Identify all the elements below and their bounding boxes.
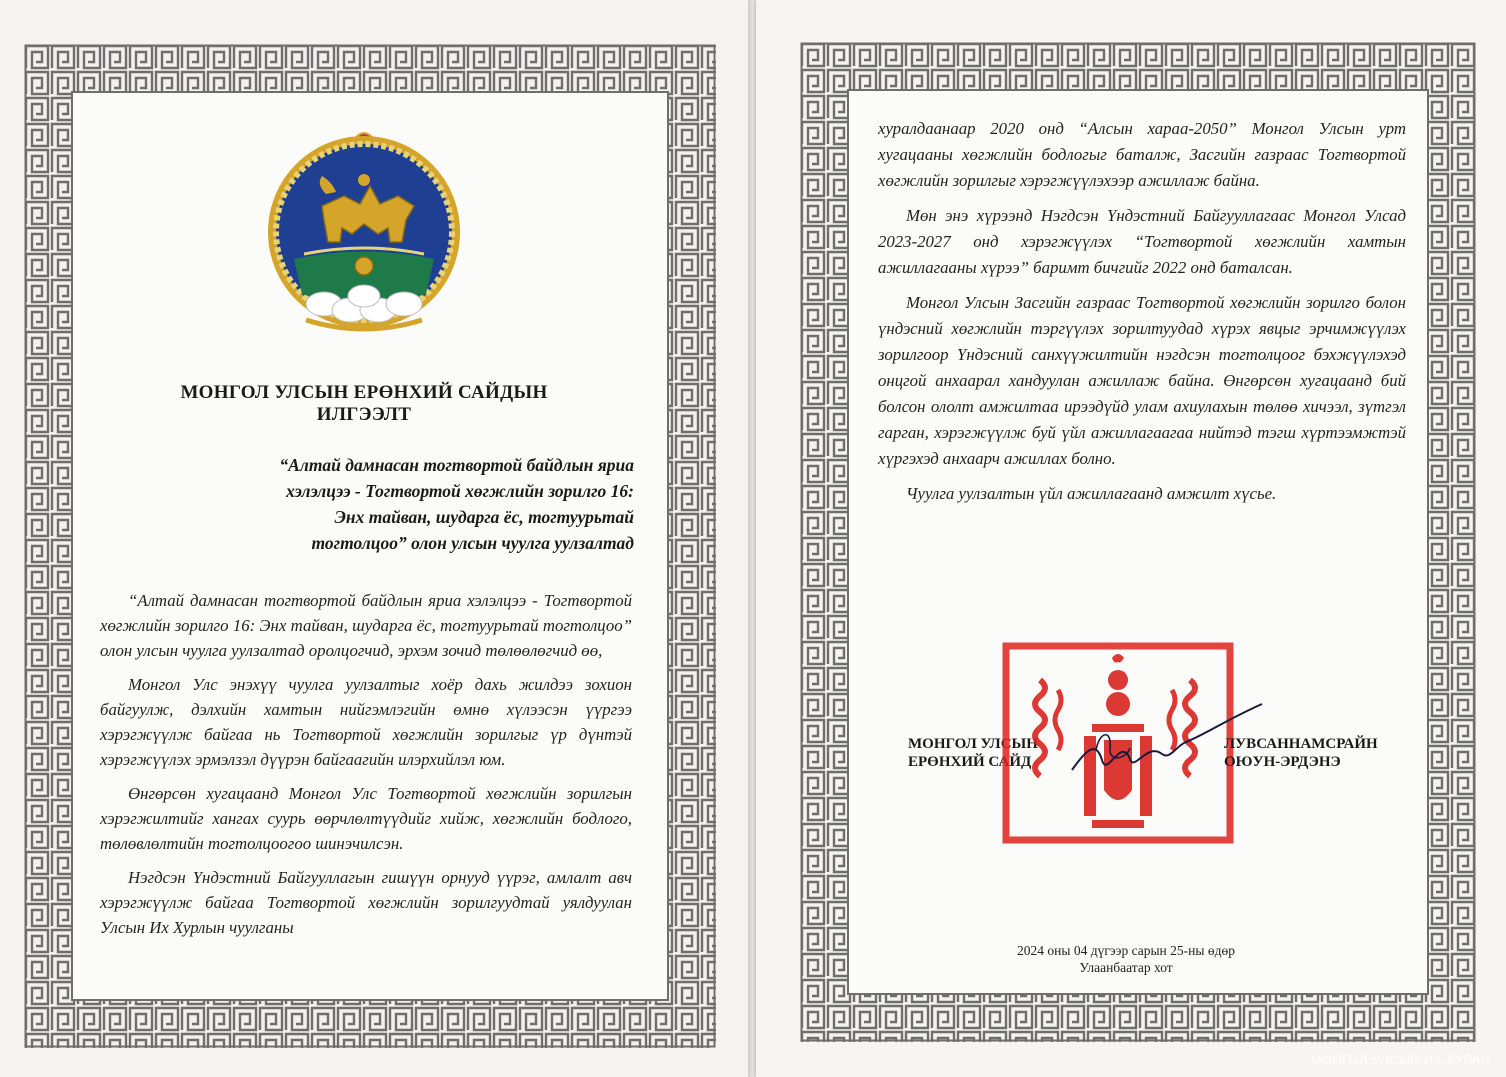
subtitle-line: хэлэлцээ - Тогтвортой хөгжлийн зорилго 16:: [286, 481, 634, 501]
subtitle-line: Энх тайван, шударга ёс, тогтуурьтай: [334, 507, 634, 527]
left-page: [0, 0, 752, 1077]
left-body-text: [100, 588, 632, 949]
title-line-2: ИЛГЭЭЛТ: [316, 404, 412, 425]
date-place: [976, 942, 1276, 976]
paragraph: Монгол Улсын Засгийн газраас Тогтвортой хөгжлийн зорилго болон үндэсний хөгжлийн тэргүүлэх зорилтуудад хүрэх явцыг эрчимжүүлэх зорилгоор Үндэсний санхүүжилтийн нэгдсэн тогтолцоог бэхжүүлэхэд онцгой анхаарал хандуулан ажиллаж байна. Өнгөрсөн хугацаанд бий болсон ололт амжилтаа ирээдүйд улам ахиулахын төлөө хичээл, зүтгэл гарган, хэрэгжүүлж буй үйл ажиллагаагаа нийтэд тэгш хүртээмжтэй хүргэхэд анхаарч ажиллах болно.: [878, 293, 1406, 468]
paragraph: Өнгөрсөн хугацаанд Монгол Улс Тогтвортой хөгжлийн зорилгын хэрэгжилтийг хангах суурь өөрчлөлтүүдийг хийж, хөгжлийн бодлого, төлөвлөлтийн тогтолцоогоо шинэчилсэн.: [100, 784, 632, 853]
paragraph: Нэгдсэн Үндэстний Байгууллагын гишүүн орнууд үүрэг, амлалт авч хэрэгжүүлж байгаа Тогтвортой хөгжлийн зорилгуудтай уялдуулан Улсын Их Хурлын чуулганы: [100, 868, 632, 937]
signatory-name-line: ЛУВСАННАМСРАЙН: [1224, 736, 1378, 752]
right-page: [756, 0, 1506, 1077]
paragraph: Мөн энэ хүрээнд Нэгдсэн Үндэстний Байгууллагаас Монгол Улсад 2023-2027 онд хэрэгжүүлэх “Тогтвортой хөгжлийн хамтын ажиллагааны хүрээ” баримт бичгийг 2022 онд баталсан.: [878, 206, 1406, 277]
document-title: [100, 382, 628, 426]
paragraph: Монгол Улс энэхүү чуулга уулзалтыг хоёр дахь жилдээ зохион байгуулж, дэлхийн хамтын нийгэмлэгийн өмнө хүлээсэн үүргээ хэрэгжүүлж байгаа нь Тогтвортой хөгжлийн зорилгыг үр дүнтэй хэрэгжүүлэх эрмэлзэл дүүрэн байгаагийн илэрхийлэл юм.: [100, 675, 632, 769]
event-subtitle: [150, 452, 634, 556]
source-watermark: МОНГОЛ УЛСЫН ИХ ХУРАЛ: [1310, 1052, 1490, 1067]
signatory-name: [1224, 735, 1424, 771]
signatory-name-line: ОЮУН-ЭРДЭНЭ: [1224, 754, 1341, 770]
right-body-text: [878, 116, 1406, 516]
document-place: Улаанбаатар хот: [1079, 960, 1173, 975]
subtitle-line: “Алтай дамнасан тогтвортой байдлын яриа: [279, 455, 634, 475]
title-line-1: МОНГОЛ УЛСЫН ЕРӨНХИЙ САЙДЫН: [180, 382, 548, 403]
subtitle-line: тогтолцоо” олон улсын чуулга уулзалтад: [311, 533, 634, 553]
state-emblem: [266, 124, 462, 334]
signatory-title-line: ЕРӨНХИЙ САЙД: [908, 754, 1032, 770]
signatory-title-line: МОНГОЛ УЛСЫН: [908, 736, 1038, 752]
paragraph: “Алтай дамнасан тогтвортой байдлын яриа хэлэлцээ - Тогтвортой хөгжлийн зорилго 16: Энх тайван, шударга ёс, тогтуурьтай тогтолцоо” олон улсын чуулга уулзалтад оролцогчид, эрхэм зочид төлөөлөгчид өө,: [100, 591, 632, 660]
paragraph: Чуулга уулзалтын үйл ажиллагаанд амжилт хүсье.: [906, 484, 1277, 503]
document-date: 2024 оны 04 дүгээр сарын 25-ны өдөр: [1017, 943, 1235, 958]
paragraph: хуралдаанаар 2020 онд “Алсын хараа-2050” Монгол Улсын урт хугацааны хөгжлийн бодлогыг баталж, Засгийн газраас Тогтвортой хөгжлийн зорилгыг хэрэгжүүлэхээр ажиллаж байна.: [878, 119, 1406, 190]
